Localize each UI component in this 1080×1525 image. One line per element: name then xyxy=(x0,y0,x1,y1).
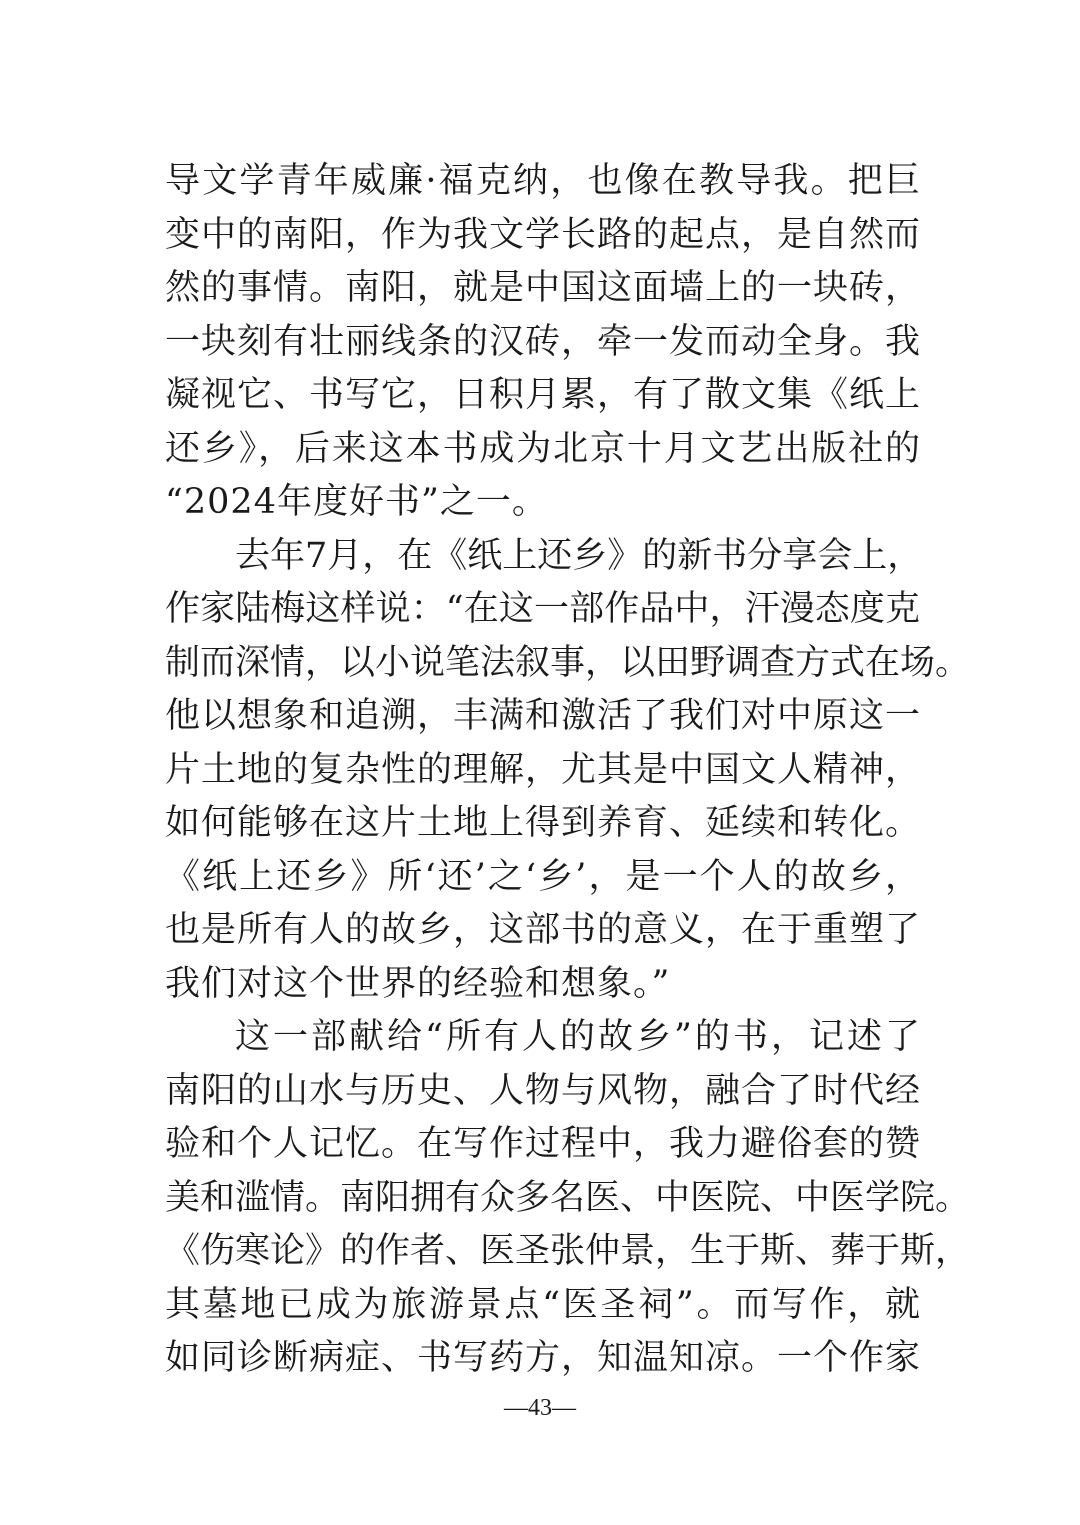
text-line: 也是所有人的故乡，这部书的意义，在于重塑了 xyxy=(165,910,920,950)
text-line: 验和个人记忆。在写作过程中，我力避俗套的赞 xyxy=(165,1124,920,1164)
text-line: 制而深情，以小说笔法叙事，以田野调查方式在场。 xyxy=(165,642,971,683)
text-line: 如同诊断病症、书写药方，知温知凉。一个作家 xyxy=(165,1338,920,1378)
text-line: 变中的南阳，作为我文学长路的起点，是自然而 xyxy=(165,214,920,255)
text-line: 一块刻有壮丽线条的汉砖，牵一发而动全身。我 xyxy=(165,321,920,362)
text-line: “2024年度好书”之一。 xyxy=(165,482,548,522)
text-line: 其墓地已成为旅游景点“医圣祠”。而写作，就 xyxy=(165,1284,920,1325)
text-line: 导文学青年威廉·福克纳，也像在教导我。把巨 xyxy=(165,161,920,201)
text-line: 片土地的复杂性的理解，尤其是中国文人精神， xyxy=(165,749,920,790)
text-line: 《纸上还乡》所‘还’之‘乡’，是一个人的故乡， xyxy=(165,856,920,897)
text-line: 还乡》，后来这本书成为北京十月文艺出版社的 xyxy=(165,428,920,469)
text-line: 去年7月，在《纸上还乡》的新书分享会上， xyxy=(235,535,923,576)
text-line: 我们对这个世界的经验和想象。” xyxy=(165,963,671,1004)
text-line: 美和滥情。南阳拥有众多名医、中医院、中医学院。 xyxy=(165,1177,971,1218)
body-text xyxy=(165,155,971,1386)
text-line: 这一部献给“所有人的故乡”的书，记述了 xyxy=(235,1017,920,1057)
text-line: 作家陆梅这样说：“在这一部作品中，汗漫态度克 xyxy=(165,589,920,629)
text-line: 《伤寒论》的作者、医圣张仲景，生于斯、葬于斯， xyxy=(165,1231,971,1271)
text-line: 南阳的山水与历史、人物与风物，融合了时代经 xyxy=(165,1070,920,1111)
page-number: —43— xyxy=(504,1395,576,1421)
text-line: 凝视它、书写它，日积月累，有了散文集《纸上 xyxy=(165,375,920,415)
text-line: 然的事情。南阳，就是中国这面墙上的一块砖， xyxy=(165,268,920,308)
text-line: 如何能够在这片土地上得到养育、延续和转化。 xyxy=(165,803,920,843)
text-line: 他以想象和追溯，丰满和激活了我们对中原这一 xyxy=(165,696,920,736)
